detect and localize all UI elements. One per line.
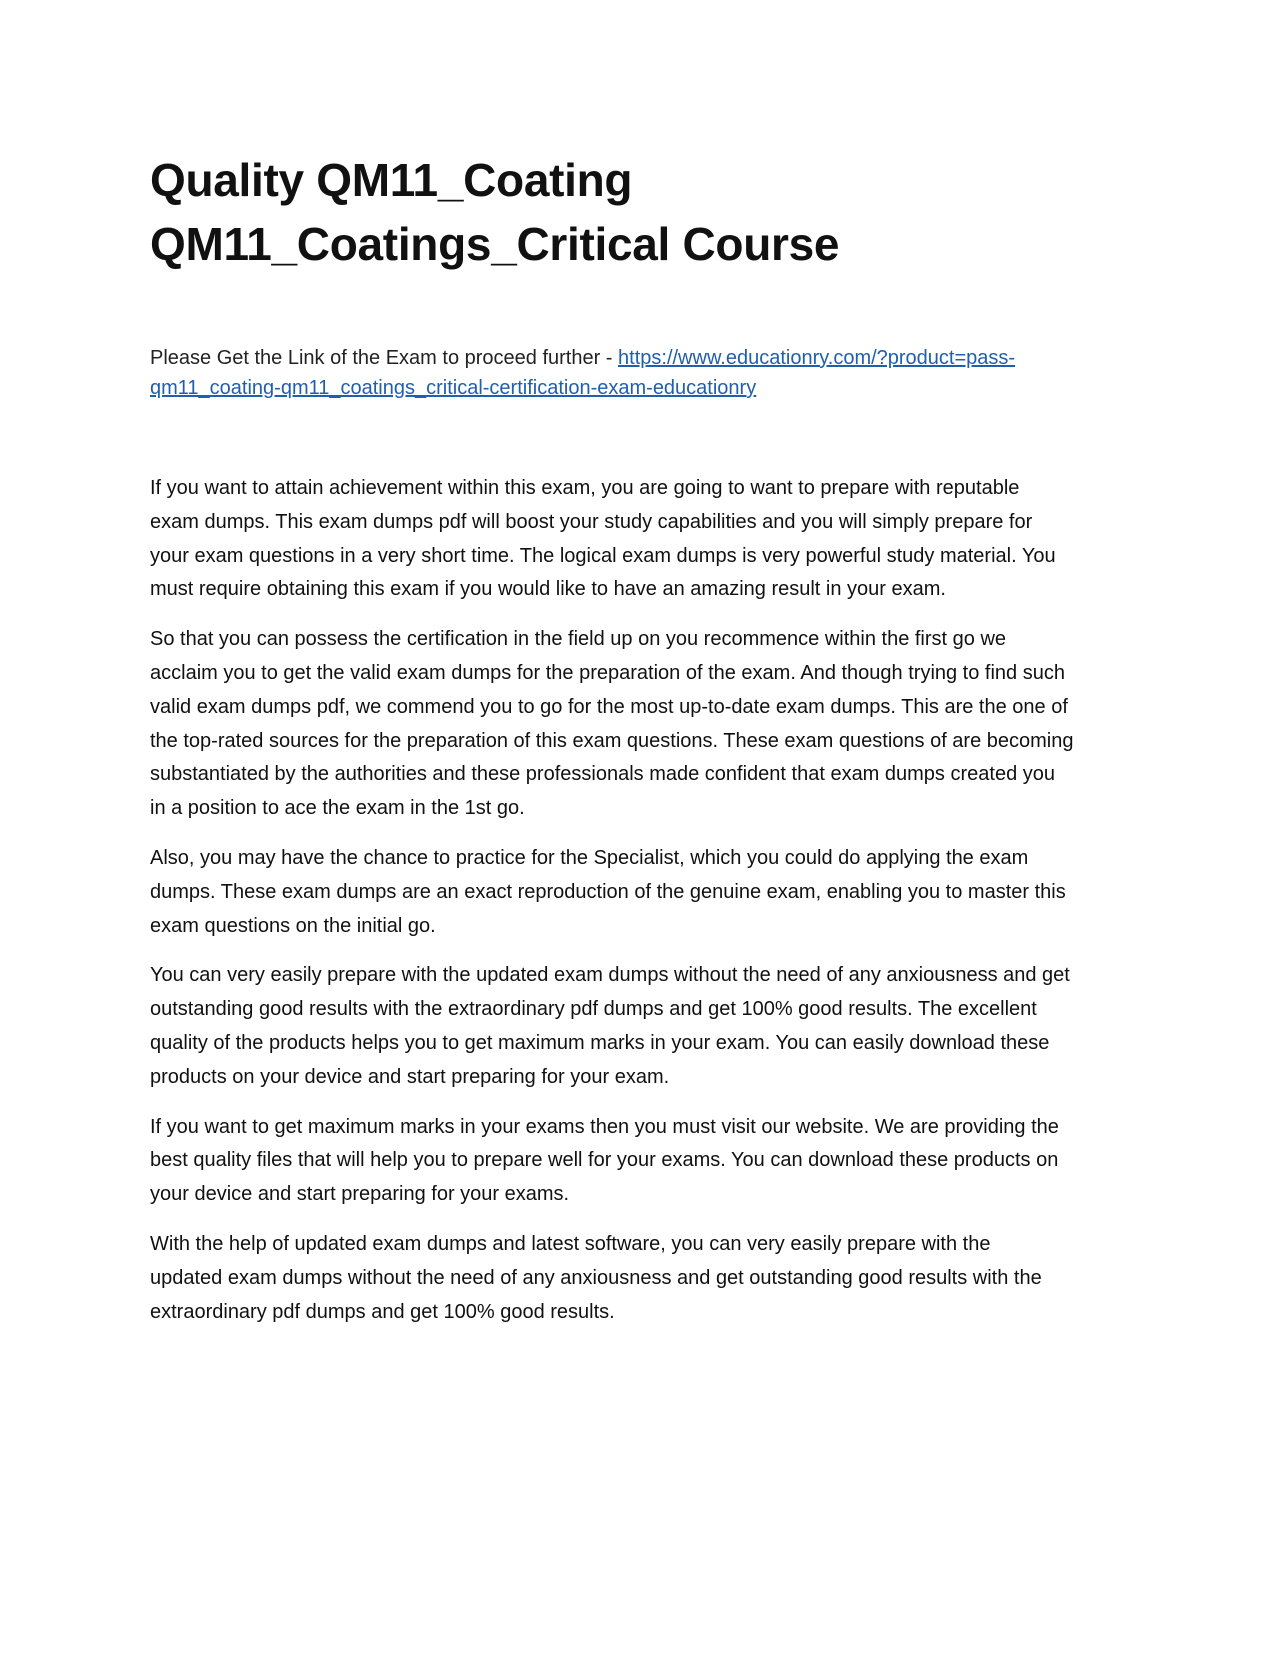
exam-link-paragraph xyxy=(150,343,1140,403)
body-paragraph xyxy=(150,1111,1140,1212)
paragraph-line: updated exam dumps without the need of any anxiousness and get outstanding good results with the xyxy=(150,1266,1042,1289)
paragraph-line: the top-rated sources for the preparation of this exam questions. These exam questions of are becoming xyxy=(150,729,1074,752)
paragraph-line: So that you can possess the certification in the field up on you recommence within the first go we xyxy=(150,628,1007,651)
paragraph-line: your exam questions in a very short time. The logical exam dumps is very powerful study material. You xyxy=(150,544,1056,567)
paragraph-line: your device and start preparing for your exams. xyxy=(150,1183,570,1206)
paragraph-line: dumps. These exam dumps are an exact reproduction of the genuine exam, enabling you to master this xyxy=(150,880,1066,903)
paragraph-line: extraordinary pdf dumps and get 100% good results. xyxy=(150,1300,615,1323)
exam-link-part-1[interactable]: https://www.educationry.com/?product=pass- xyxy=(618,347,1016,369)
paragraph-line: exam questions on the initial go. xyxy=(150,914,436,937)
title-line-2: QM11_Coatings_Critical Course xyxy=(150,218,840,270)
paragraph-line: If you want to get maximum marks in your exams then you must visit our website. We are providing the xyxy=(150,1115,1059,1138)
document-body xyxy=(150,472,1140,1345)
exam-link-part-2[interactable]: qm11_coating-qm11_coatings_critical-certification-exam-educationry xyxy=(150,377,757,399)
paragraph-line: substantiated by the authorities and these professionals made confident that exam dumps created you xyxy=(150,763,1055,786)
paragraph-line: valid exam dumps pdf, we commend you to go for the most up-to-date exam dumps. This are the one of xyxy=(150,695,1068,718)
link-prefix-text: Please Get the Link of the Exam to proceed further - xyxy=(150,347,619,369)
paragraph-line: With the help of updated exam dumps and latest software, you can very easily prepare with the xyxy=(150,1232,991,1255)
body-paragraph xyxy=(150,1228,1140,1329)
page-title xyxy=(150,148,1150,276)
paragraph-line: If you want to attain achievement within this exam, you are going to want to prepare with reputable xyxy=(150,477,1020,499)
paragraph-line: must require obtaining this exam if you would like to have an amazing result in your exam. xyxy=(150,578,946,601)
title-line-1: Quality QM11_Coating xyxy=(150,154,633,206)
body-paragraph xyxy=(150,842,1140,943)
body-paragraph xyxy=(150,472,1140,607)
paragraph-line: exam dumps. This exam dumps pdf will boost your study capabilities and you will simply prepare for xyxy=(150,510,1033,533)
body-paragraph xyxy=(150,623,1140,826)
paragraph-line: You can very easily prepare with the updated exam dumps without the need of any anxiousness and get xyxy=(150,964,1070,987)
paragraph-line: Also, you may have the chance to practice for the Specialist, which you could do applying the exam xyxy=(150,846,1029,869)
paragraph-line: best quality files that will help you to prepare well for your exams. You can download these products on xyxy=(150,1149,1059,1172)
link-line-2 xyxy=(150,373,1140,403)
paragraph-line: quality of the products helps you to get maximum marks in your exam. You can easily download these xyxy=(150,1031,1050,1054)
body-paragraph xyxy=(150,959,1140,1094)
paragraph-line: in a position to ace the exam in the 1st go. xyxy=(150,797,525,820)
paragraph-line: products on your device and start preparing for your exam. xyxy=(150,1065,670,1088)
paragraph-line: acclaim you to get the valid exam dumps for the preparation of the exam. And though trying to find such xyxy=(150,661,1065,684)
link-line-1 xyxy=(150,343,1140,373)
paragraph-line: outstanding good results with the extraordinary pdf dumps and get 100% good results. The excellent xyxy=(150,998,1037,1021)
